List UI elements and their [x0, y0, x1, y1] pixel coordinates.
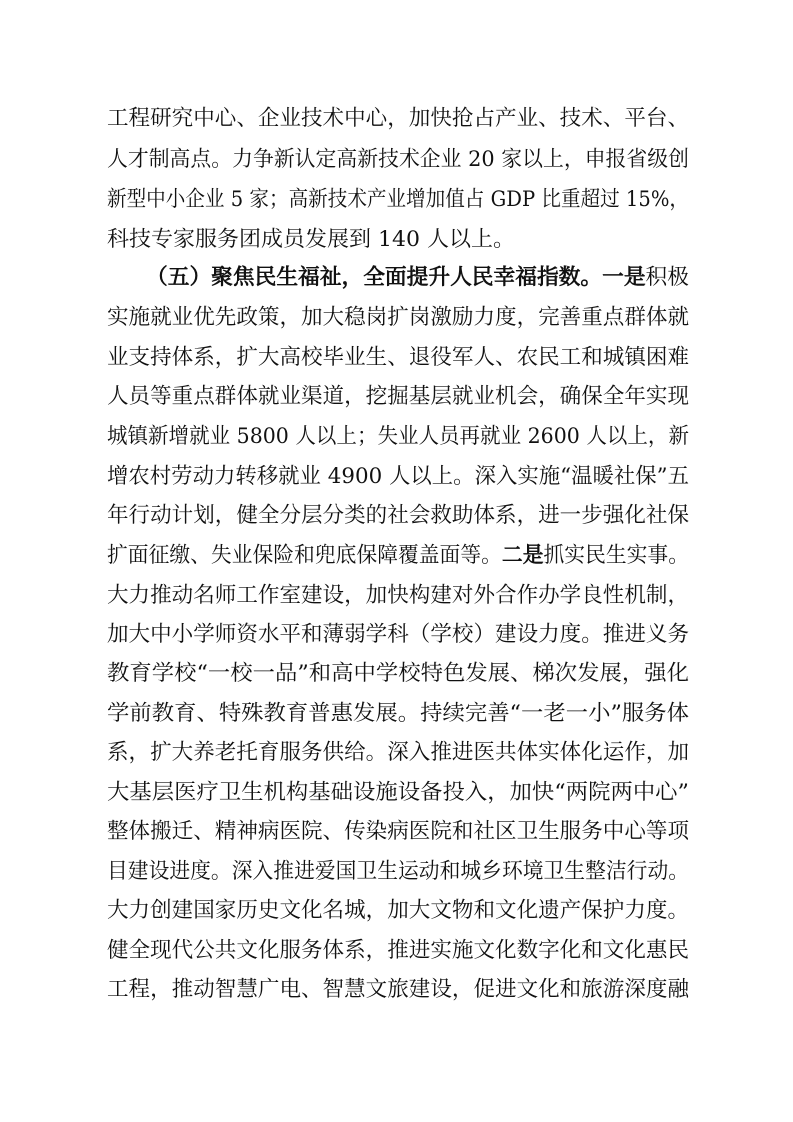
text-line: [0, 971, 793, 1009]
text-segment: 大力推动名师工作室建设，加快构建对外合作办学良性机制，: [107, 583, 690, 608]
text-line: [0, 141, 793, 179]
text-segment: 健全现代公共文化服务体系，推进实施文化数字化和文化惠民: [107, 938, 690, 963]
text-segment: 业支持体系，扩大高校毕业生、退役军人、农民工和城镇困难: [107, 345, 690, 370]
text-line: [0, 577, 793, 615]
text-line: [0, 734, 793, 772]
text-line: [0, 497, 793, 535]
text-line: [0, 892, 793, 930]
text-segment: 大力创建国家历史文化名城，加大文物和文化遗产保护力度。: [107, 898, 690, 923]
text-segment: 积极: [645, 265, 690, 290]
text-segment: 工程，推动智慧广电、智慧文旅建设，促进文化和旅游深度融: [107, 977, 690, 1002]
text-segment: 学前教育、特殊教育普惠发展。持续完善“一老一小”服务体: [107, 701, 689, 726]
text-segment: 科技专家服务团成员发展到 140 人以上。: [107, 227, 516, 252]
text-segment: 扩面征缴、失业保险和兜底保障覆盖面等。: [107, 543, 502, 568]
text-segment: 大基层医疗卫生机构基础设施设备投入，加快“两院两中心”: [107, 780, 689, 805]
text-segment: 人员等重点群体就业渠道，挖掘基层就业机会，确保全年实现: [107, 384, 690, 409]
text-segment: 系，扩大养老托育服务供给。深入推进医共体实体化运作，加: [107, 740, 690, 765]
text-line: [0, 100, 793, 138]
text-line: [0, 339, 793, 377]
text-line: [0, 458, 793, 496]
text-segment: 抓实民生实事。: [543, 543, 689, 568]
text-segment: 目建设进度。深入推进爱国卫生运动和城乡环境卫生整洁行动。: [107, 859, 690, 884]
text-line: [0, 299, 793, 337]
text-segment: 工程研究中心、企业技术中心，加快抢占产业、技术、平台、: [107, 106, 690, 131]
text-segment: 增农村劳动力转移就业 4900 人以上。深入实施“温暖社保”五: [107, 464, 690, 489]
bold-text-segment: 二是: [501, 543, 544, 568]
text-segment: 年行动计划，健全分层分类的社会救助体系，进一步强化社保: [107, 503, 690, 528]
text-segment: 城镇新增就业 5800 人以上；失业人员再就业 2600 人以上，新: [107, 424, 689, 449]
text-segment: 教育学校“一校一品”和高中学校特色发展、梯次发展，强化: [107, 661, 689, 686]
text-line: [0, 655, 793, 693]
text-line: [0, 418, 793, 456]
text-line: [0, 181, 793, 219]
text-segment: 加大中小学师资水平和薄弱学科（学校）建设力度。推进义务: [107, 622, 690, 647]
text-line: [0, 221, 793, 259]
text-line: [0, 378, 793, 416]
text-line: [0, 695, 793, 733]
bold-text-segment: （五）聚焦民生福祉，全面提升人民幸福指数。一是: [146, 265, 646, 290]
text-line: [0, 259, 793, 297]
text-line: [0, 774, 793, 812]
text-line: [0, 932, 793, 970]
text-segment: 整体搬迁、精神病医院、传染病医院和社区卫生服务中心等项: [107, 819, 690, 844]
text-line: [0, 813, 793, 851]
text-line: [0, 853, 793, 891]
text-segment: 实施就业优先政策，加大稳岗扩岗激励力度，完善重点群体就: [107, 305, 690, 330]
text-line: [0, 537, 793, 575]
text-segment: 新型中小企业 5 家；高新技术产业增加值占 GDP 比重超过 15%，: [107, 187, 690, 212]
text-line: [0, 616, 793, 654]
text-segment: 人才制高点。力争新认定高新技术企业 20 家以上，申报省级创: [107, 147, 689, 172]
